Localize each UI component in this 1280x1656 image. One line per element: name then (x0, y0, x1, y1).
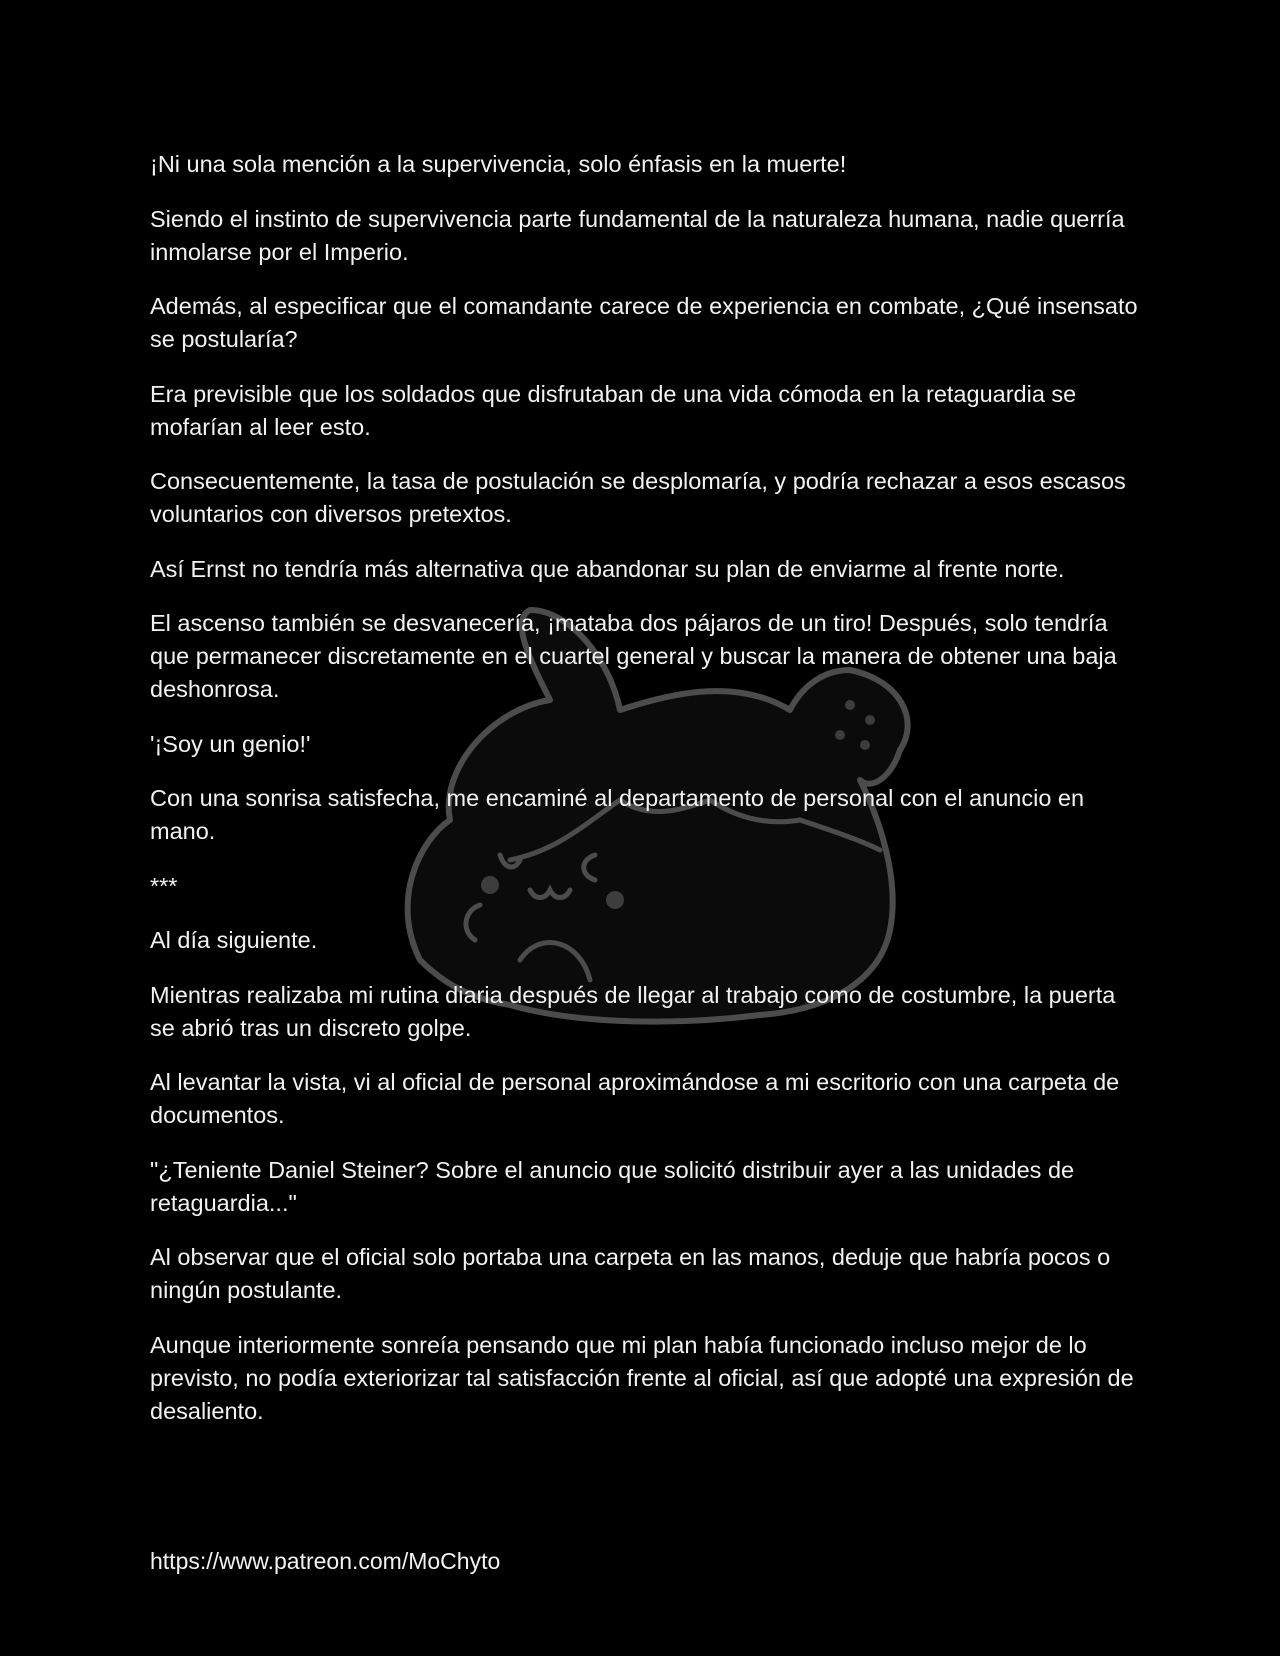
paragraph: Era previsible que los soldados que disfrutaban de una vida cómoda en la retaguardia se mofarían al leer esto. (150, 380, 1077, 440)
paragraph: El ascenso también se desvanecería, ¡mataba dos pájaros de un tiro! Después, solo tendría que permanecer discretamente en el cuartel general y buscar la manera de obtener una baja deshonrosa. (150, 610, 1117, 702)
paragraph: Aunque interiormente sonreía pensando que mi plan había funcionado incluso mejor de lo previsto, no podía exteriorizar tal satisfacción frente al oficial, así que adopté una expresión de desaliento. (150, 1331, 1134, 1424)
patreon-link[interactable]: https://www.patreon.com/MoChyto (150, 1548, 501, 1574)
paragraph: '¡Soy un genio!' (150, 730, 311, 757)
scene-break: *** (150, 872, 178, 899)
paragraph: Consecuentemente, la tasa de postulación se desplomaría, y podría rechazar a esos escasos voluntarios con diversos pretextos. (150, 468, 1126, 527)
paragraph: Al observar que el oficial solo portaba una carpeta en las manos, deduje que habría pocos o ningún postulante. (150, 1244, 1111, 1303)
paragraph: "¿Teniente Daniel Steiner? Sobre el anuncio que solicitó distribuir ayer a las unidades de retaguardia..." (150, 1156, 1075, 1216)
paragraph: Así Ernst no tendría más alternativa que abandonar su plan de enviarme al frente norte. (150, 555, 1065, 582)
document-body (150, 148, 1140, 1449)
paragraph: Al día siguiente. (150, 927, 318, 953)
paragraph: Además, al especificar que el comandante carece de experiencia en combate, ¿Qué insensato se postularía? (150, 293, 1138, 352)
paragraph: Siendo el instinto de supervivencia parte fundamental de la naturaleza humana, nadie querría inmolarse por el Imperio. (150, 205, 1125, 265)
paragraph: ¡Ni una sola mención a la supervivencia, solo énfasis en la muerte! (150, 151, 847, 177)
paragraph: Mientras realizaba mi rutina diaria después de llegar al trabajo como de costumbre, la puerta se abrió tras un discreto golpe. (150, 981, 1116, 1041)
paragraph: Con una sonrisa satisfecha, me encaminé al departamento de personal con el anuncio en mano. (150, 785, 1085, 844)
paragraph: Al levantar la vista, vi al oficial de personal aproximándose a mi escritorio con una carpeta de documentos. (150, 1069, 1120, 1128)
